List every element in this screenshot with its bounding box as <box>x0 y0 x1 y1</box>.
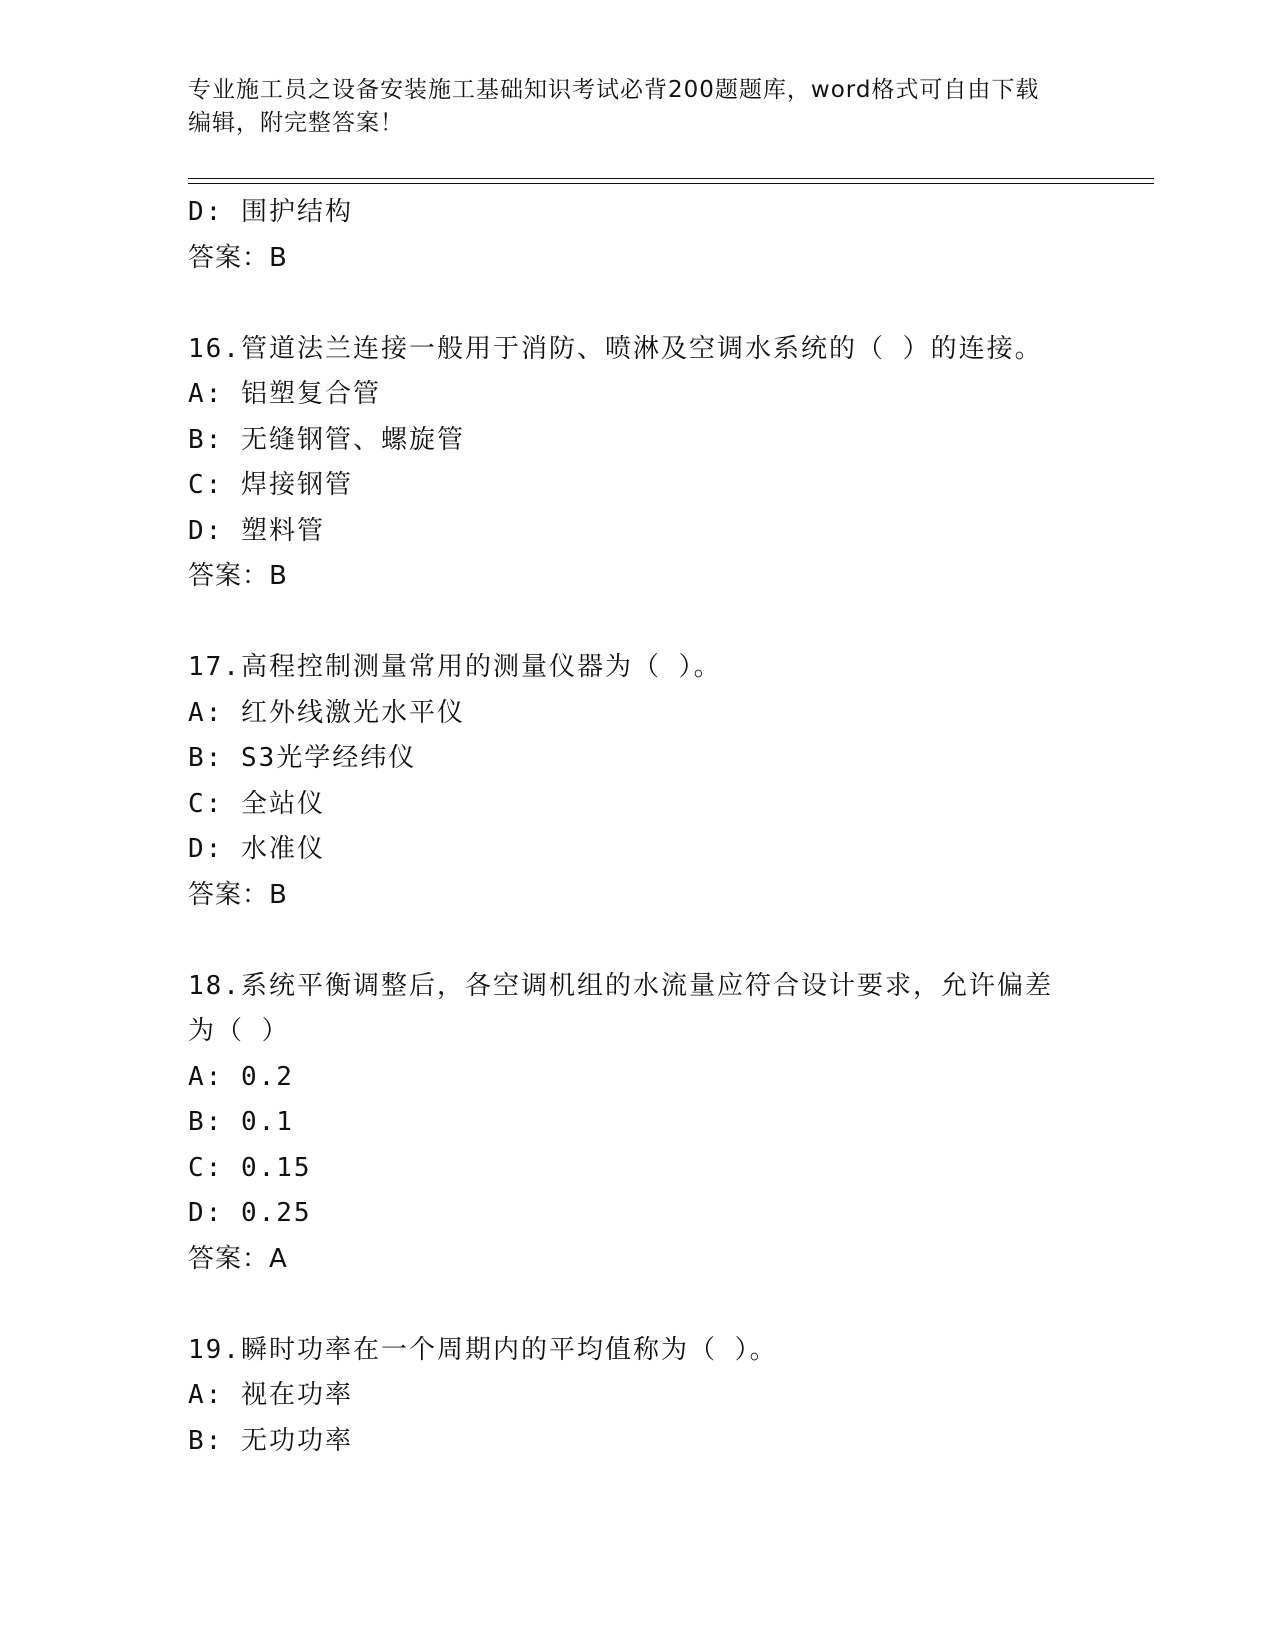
option-b: B: S3光学经纬仪 <box>188 743 417 773</box>
header-title-line-2: 编辑，附完整答案！ <box>188 110 404 136</box>
question-stem: 17.高程控制测量常用的测量仪器为（ ）。 <box>188 652 722 682</box>
header-divider-top <box>188 178 1154 179</box>
question-stem: 16.管道法兰连接一般用于消防、喷淋及空调水系统的（ ）的连接。 <box>188 333 1043 364</box>
question-19 <box>188 1328 1088 1465</box>
header-divider-bottom <box>188 183 1154 184</box>
answer: 答案：A <box>188 1243 288 1274</box>
option-d: D: 0.25 <box>188 1198 312 1228</box>
option-b: B: 0.1 <box>188 1107 294 1137</box>
document-header <box>188 74 1088 140</box>
option-c: C: 全站仪 <box>188 788 325 819</box>
question-spacer <box>188 281 1088 327</box>
question-16 <box>188 327 1088 600</box>
option-b: B: 无缝钢管、螺旋管 <box>188 424 465 455</box>
question-list <box>188 190 1088 1464</box>
option-c: C: 0.15 <box>188 1152 312 1183</box>
option-a: A: 视在功率 <box>188 1380 353 1410</box>
prev-option-d: D: 围护结构 <box>188 197 353 227</box>
option-c: C: 焊接钢管 <box>188 470 353 500</box>
question-17 <box>188 645 1088 918</box>
answer: 答案：B <box>188 561 288 591</box>
question-stem: 19.瞬时功率在一个周期内的平均值称为（ ）。 <box>188 1334 778 1365</box>
option-d: D: 水准仪 <box>188 834 325 864</box>
question-spacer <box>188 1282 1088 1328</box>
option-a: A: 铝塑复合管 <box>188 379 381 409</box>
option-a: A: 红外线激光水平仪 <box>188 697 465 728</box>
option-a: A: 0.2 <box>188 1061 294 1092</box>
question-spacer <box>188 600 1088 646</box>
header-title-line-1: 专业施工员之设备安装施工基础知识考试必背200题题库，word格式可自由下载 <box>188 77 1040 103</box>
option-b: B: 无功功率 <box>188 1425 353 1456</box>
question-spacer <box>188 918 1088 964</box>
prev-answer: 答案：B <box>188 242 288 273</box>
answer: 答案：B <box>188 879 288 910</box>
option-d: D: 塑料管 <box>188 515 325 546</box>
question-stem: 18.系统平衡调整后，各空调机组的水流量应符合设计要求，允许偏差为（ ） <box>188 970 1053 1046</box>
question-18 <box>188 964 1088 1283</box>
